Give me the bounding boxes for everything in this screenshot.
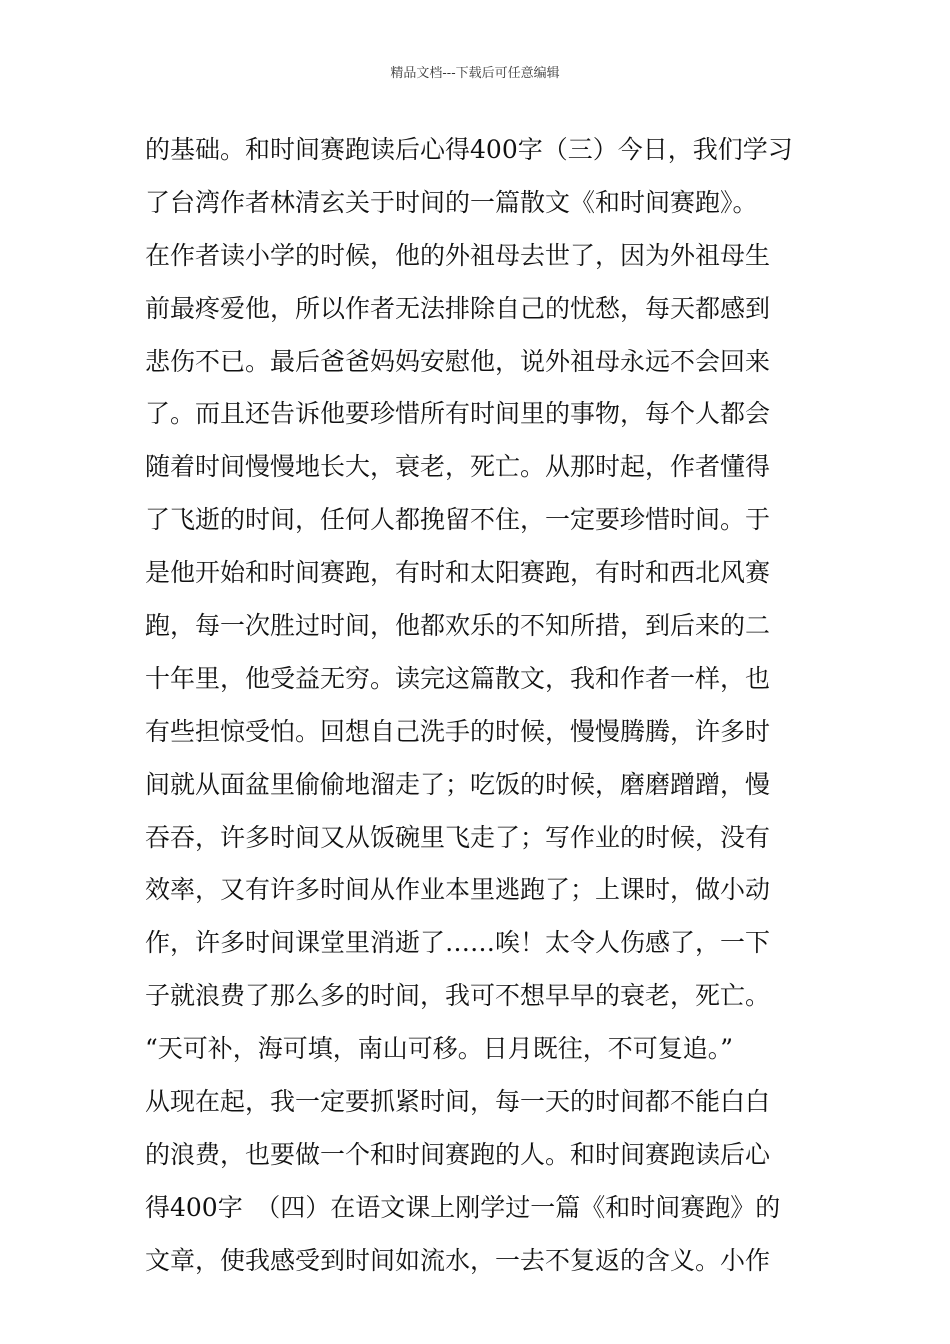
text-line: 悲伤不已。最后爸爸妈妈安慰他，说外祖母永远不会回来 — [145, 346, 771, 376]
text-line: 作，许多时间课堂里消逝了……唉！太令人伤感了，一下 — [145, 928, 771, 958]
text-line: 的浪费，也要做一个和时间赛跑的人。和时间赛跑读后心 — [145, 1139, 771, 1169]
text-line: 文章，使我感受到时间如流水，一去不复返的含义。小作 — [145, 1245, 771, 1275]
text-line: 十年里，他受益无穷。读完这篇散文，我和作者一样，也 — [145, 663, 771, 693]
text-line: 吞吞，许多时间又从饭碗里飞走了；写作业的时候，没有 — [145, 822, 771, 852]
text-line: 得400字 （四）在语文课上刚学过一篇《和时间赛跑》的 — [145, 1192, 781, 1222]
text-line: 从现在起，我一定要抓紧时间，每一天的时间都不能白白 — [145, 1087, 771, 1117]
text-line: 在作者读小学的时候，他的外祖母去世了，因为外祖母生 — [145, 240, 771, 270]
text-line: 前最疼爱他，所以作者无法排除自己的忧愁，每天都感到 — [145, 293, 771, 323]
text-line: 效率，又有许多时间从作业本里逃跑了；上课时，做小动 — [145, 875, 771, 905]
text-line: 有些担惊受怕。回想自己洗手的时候，慢慢腾腾，许多时 — [145, 716, 771, 746]
text-line: 是他开始和时间赛跑，有时和太阳赛跑，有时和西北风赛 — [145, 558, 771, 588]
text-line: 了。而且还告诉他要珍惜所有时间里的事物，每个人都会 — [145, 399, 771, 429]
text-line: 随着时间慢慢地长大，衰老，死亡。从那时起，作者懂得 — [145, 452, 771, 482]
text-line: “天可补，海可填，南山可移。日月既往，不可复追。” — [145, 1034, 734, 1064]
page-header: 精品文档---下载后可任意编辑 — [390, 66, 560, 81]
text-line: 间就从面盆里偷偷地溜走了；吃饭的时候，磨磨蹭蹭，慢 — [145, 769, 771, 799]
text-line: 了台湾作者林清玄关于时间的一篇散文《和时间赛跑》。 — [145, 187, 758, 217]
text-line: 子就浪费了那么多的时间，我可不想早早的衰老，死亡。 — [145, 981, 771, 1011]
text-line: 的基础。和时间赛跑读后心得400字（三）今日，我们学习 — [145, 135, 793, 164]
body-text — [145, 124, 815, 1288]
text-line: 跑，每一次胜过时间，他都欢乐的不知所措，到后来的二 — [145, 611, 771, 641]
text-line: 了飞逝的时间，任何人都挽留不住，一定要珍惜时间。于 — [145, 505, 771, 535]
